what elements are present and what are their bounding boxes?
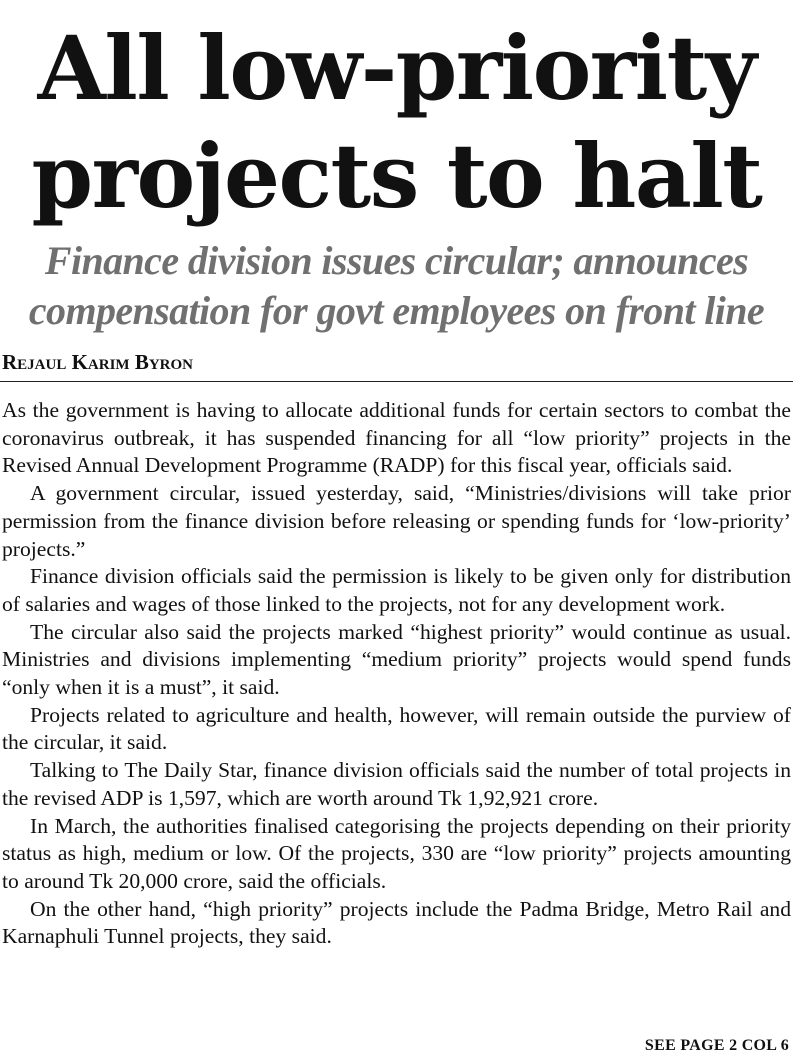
headline-line-2: projects to halt [31,124,762,228]
subheadline [0,236,793,336]
article-paragraph: As the government is having to allocate additional funds for certain sectors to combat the coronavirus outbreak, it has suspended financing for all “low priority” projects in the Revised Annual Development Programme (RADP) for this fiscal year, officials said. [2,398,791,478]
byline: Rejaul Karim Byron [2,350,194,374]
divider-rule [0,381,793,382]
article-paragraph: A government circular, issued yesterday, said, “Ministries/divisions will take prior permission from the finance division before releasing or spending funds for ‘low-priority’ projects.” [2,481,791,561]
article-paragraph: The circular also said the projects marked “highest priority” would continue as usual. Ministries and divisions implementing “medium priority” projects would spend funds “only when it is a must”, it said. [2,619,791,700]
continuation-jump-line: SEE PAGE 2 COL 6 [644,1037,789,1054]
article-paragraph: Finance division officials said the permission is likely to be given only for distribution of salaries and wages of those linked to the projects, not for any development work. [2,564,791,616]
subheadline-line-1: Finance division issues circular; announces [44,238,749,283]
headline-line-1: All low-priority [37,16,756,120]
article-paragraph: Talking to The Daily Star, finance division officials said the number of total projects in the revised ADP is 1,597, which are worth around Tk 1,92,921 crore. [2,758,791,810]
article-paragraph: In March, the authorities finalised categorising the projects depending on their priority status as high, medium or low. Of the projects, 330 are “low priority” projects amounting to around Tk 20,000 crore, said the officials. [2,813,791,893]
headline [0,14,793,230]
article-paragraph: Projects related to agriculture and health, however, will remain outside the purview of the circular, it said. [2,702,791,755]
article-paragraph: On the other hand, “high priority” projects include the Padma Bridge, Metro Rail and Karnaphuli Tunnel projects, they said. [2,896,791,949]
subheadline-line-2: compensation for govt employees on front line [28,288,765,333]
article-body [2,397,791,951]
